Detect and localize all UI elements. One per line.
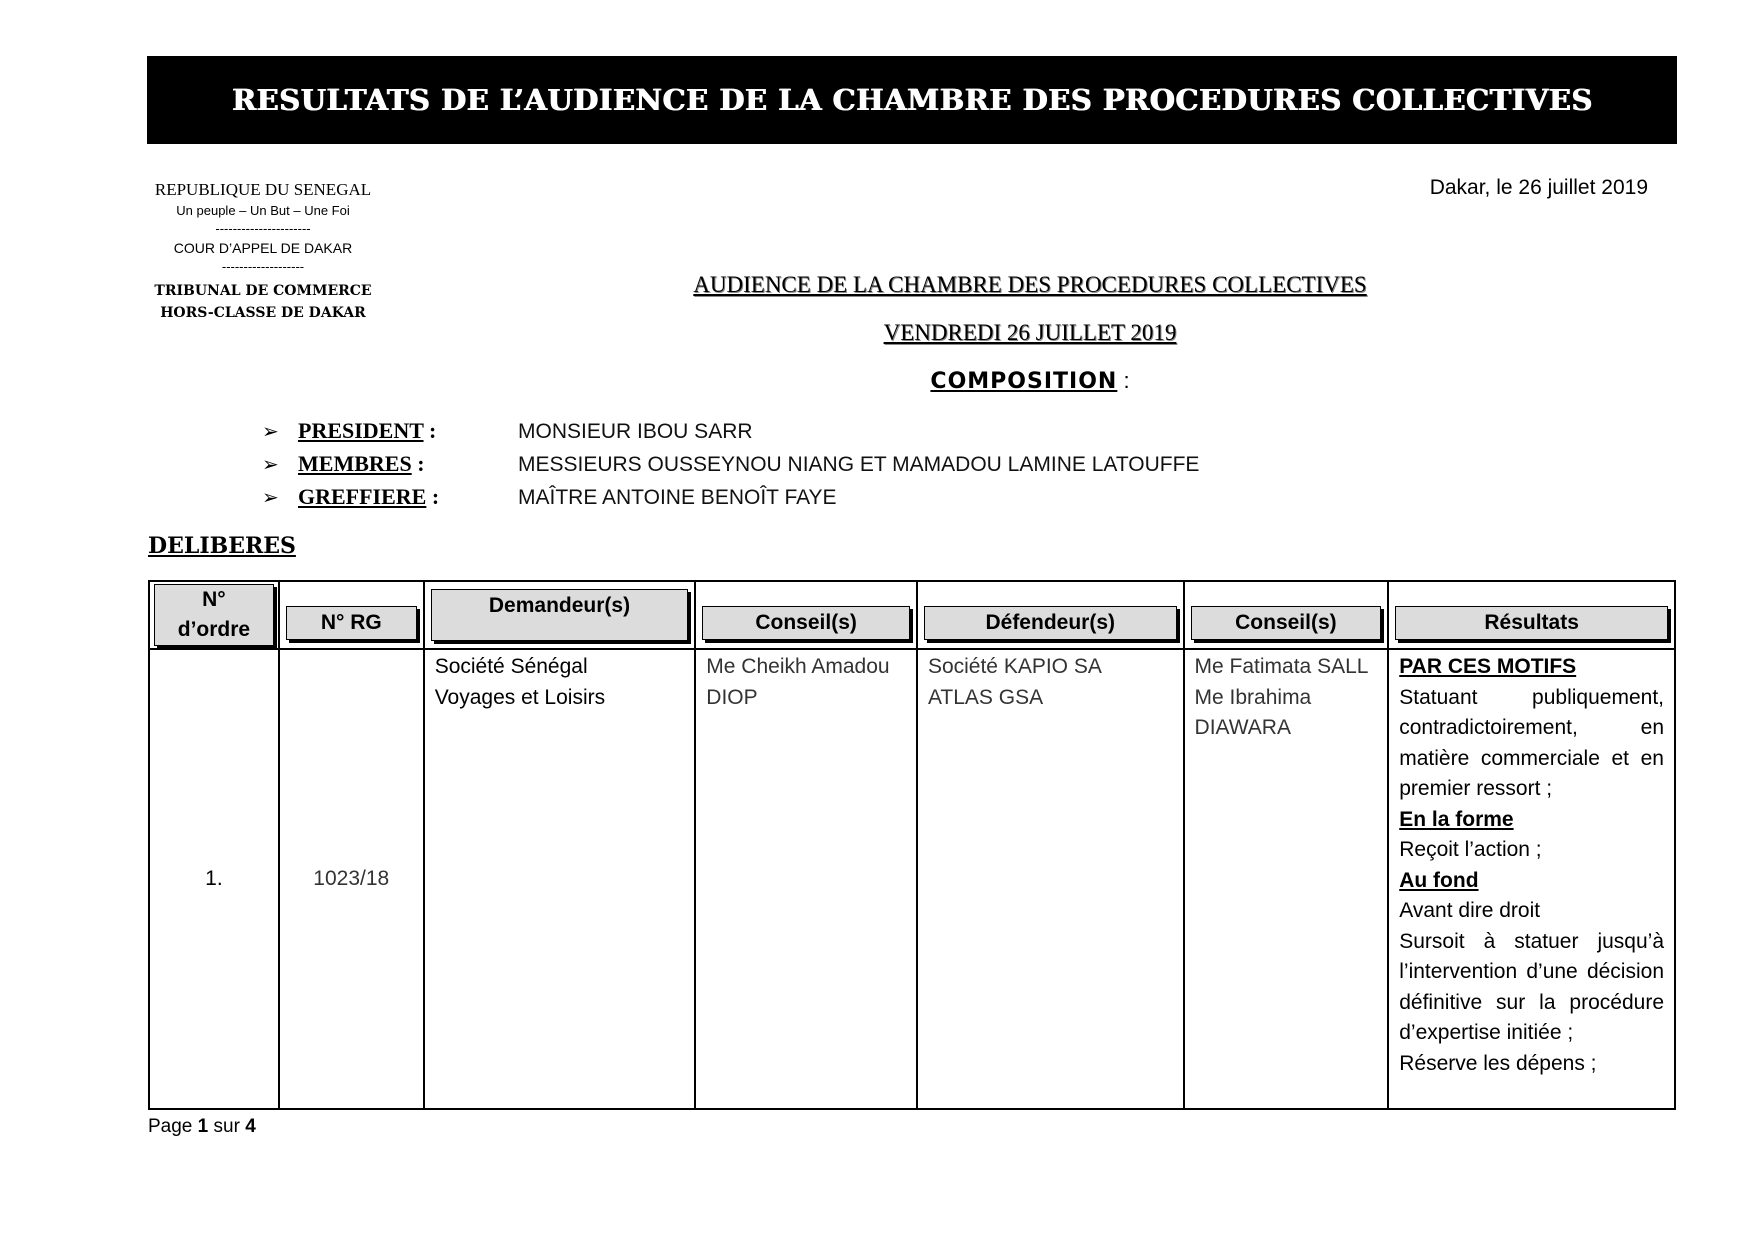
hearing-date-title: VENDREDI 26 JUILLET 2019 [883, 320, 1177, 345]
composition-list [262, 418, 1199, 517]
member-name: MAÎTRE ANTOINE BENOÎT FAYE [518, 486, 837, 509]
member-name: MESSIEURS OUSSEYNOU NIANG ET MAMADOU LAMINE LATOUFFE [518, 453, 1200, 476]
header-demandeur: Demandeur(s) [424, 581, 696, 649]
result-heading: Au fond [1399, 868, 1479, 892]
row-defendeur: Société KAPIO SA ATLAS GSA [917, 649, 1184, 1109]
tribunal-line-1: TRIBUNAL DE COMMERCE [154, 283, 372, 299]
table-row [149, 649, 1675, 1109]
tribunal-line-2: HORS-CLASSE DE DAKAR [160, 305, 366, 321]
page-total: 4 [245, 1116, 256, 1137]
member-role: MEMBRES : [298, 451, 425, 476]
member-row-greffiere [262, 484, 1199, 517]
table-header-row [149, 581, 1675, 649]
header-conseil-1: Conseil(s) [695, 581, 917, 649]
arrow-bullet-icon: ➢ [262, 454, 279, 476]
member-role: GREFFIERE : [298, 484, 440, 509]
motto: Un peuple – Un But – Une Foi [176, 203, 350, 218]
arrow-bullet-icon: ➢ [262, 421, 279, 443]
result-heading: En la forme [1399, 807, 1514, 831]
document-date: Dakar, le 26 juillet 2019 [1429, 176, 1648, 199]
section-heading: DELIBERES [148, 533, 296, 559]
row-ordre: 1. [149, 649, 279, 1109]
result-text: Avant dire droit [1399, 899, 1541, 922]
header-resultats: Résultats [1388, 581, 1675, 649]
result-heading: PAR CES MOTIFS [1399, 655, 1577, 678]
member-role: PRESIDENT : [298, 418, 437, 443]
deliberations-table [148, 580, 1676, 1110]
composition-suffix: : [1117, 368, 1130, 393]
result-text: Reçoit l’action ; [1399, 838, 1542, 861]
header-conseil-2: Conseil(s) [1184, 581, 1389, 649]
row-resultats [1388, 649, 1675, 1109]
member-row-president [262, 418, 1199, 451]
banner-title: RESULTATS DE L’AUDIENCE DE LA CHAMBRE DES PROCEDURES COLLECTIVES [231, 83, 1593, 117]
row-demandeur: Société Sénégal Voyages et Loisirs [424, 649, 696, 1109]
header-ordre: N° d’ordre [149, 581, 279, 649]
hearing-title: AUDIENCE DE LA CHAMBRE DES PROCEDURES COLLECTIVES [693, 272, 1367, 297]
header-rg: N° RG [279, 581, 424, 649]
page-footer: Page 1 sur 4 [148, 1116, 256, 1137]
separator-line: ------------------- [221, 259, 305, 274]
result-text: Statuant publiquement, contradictoirement, en matière commerciale et en premier ressort ; [1399, 685, 1664, 800]
issuer-header [128, 180, 398, 324]
header-defendeur: Défendeur(s) [917, 581, 1184, 649]
row-conseil-1: Me Cheikh Amadou DIOP [695, 649, 917, 1109]
member-row-membres [262, 451, 1199, 484]
row-rg: 1023/18 [279, 649, 424, 1109]
document-banner [147, 56, 1677, 144]
republic-label: REPUBLIQUE DU SENEGAL [154, 180, 372, 199]
tribunal-name [128, 280, 398, 324]
member-name: MONSIEUR IBOU SARR [518, 420, 753, 443]
row-conseil-2: Me Fatimata SALL Me Ibrahima DIAWARA [1184, 649, 1389, 1109]
separator-line: ---------------------- [215, 221, 311, 236]
composition-heading [600, 368, 1460, 394]
arrow-bullet-icon: ➢ [262, 487, 279, 509]
composition-label: COMPOSITION [930, 369, 1118, 394]
page-number: 1 [197, 1116, 209, 1137]
result-text: Réserve les dépens ; [1399, 1051, 1597, 1075]
court-name: COUR D’APPEL DE DAKAR [173, 240, 353, 256]
result-text: Sursoit à statuer jusqu’à l’intervention d’une décision définitive sur la procédure d’expertise initiée ; [1399, 929, 1664, 1044]
